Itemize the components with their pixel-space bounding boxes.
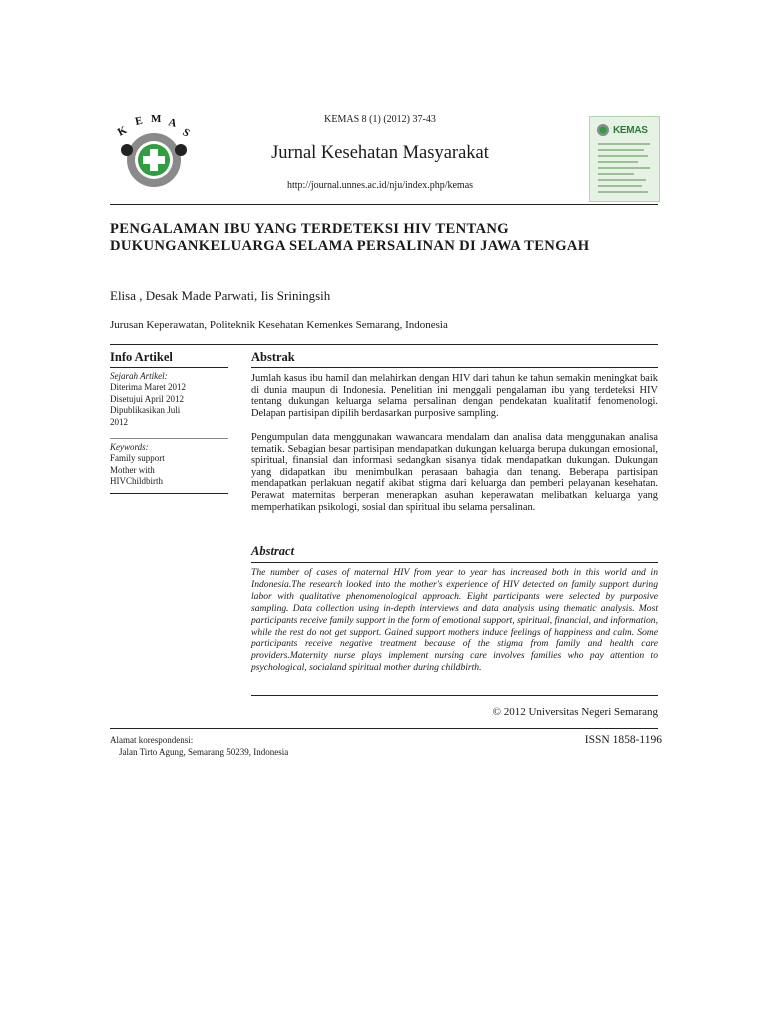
keyword-item: HIVChildbirth: [110, 476, 163, 486]
cover-logo-icon: [596, 123, 610, 137]
abstract-text: The number of cases of maternal HIV from year to year has increased both in this world and in Indonesia.The research looked into the mother's experience of HIV detected on family support during labor with qualitative phenomenological approach. Eight participants were selected by purposive sampling. Data collection using in-depth interviews and data analysis using thematic analysis. Most participants receive family support in the form of emotional support, spiritual, financial, and information, while the rest do not get support. Gained support mothers induce feelings of happiness and calm. Some participants receive negative treatment because of the stigma from family and health care providers.Maternity nurse plays implement nursing care involves families who pay attention to psychological, socialand spiritual mother during childbirth.: [251, 567, 658, 674]
history-item: Dipublikasikan Juli: [110, 405, 181, 415]
keywords-label: Keywords:: [110, 442, 149, 452]
svg-text:A: A: [167, 116, 178, 130]
journal-url[interactable]: http://journal.unnes.ac.id/nju/index.php/kemas: [286, 180, 474, 191]
issn: ISSN 1858-1196: [584, 734, 662, 746]
kemas-logo: [112, 112, 196, 196]
journal-cover-thumbnail: [589, 116, 660, 202]
svg-text:K: K: [115, 124, 129, 139]
info-heading: Info Artikel: [110, 350, 173, 364]
journal-citation: KEMAS 8 (1) (2012) 37-43: [324, 114, 436, 125]
history-item: 2012: [110, 416, 128, 427]
abstract-bottom-divider: [251, 695, 658, 696]
abstrak-paragraph-2: Pengumpulan data menggunakan wawancara mendalam dan analisa data menggunakan analisa tematik. Sebagian besar partisipan mendapatkan dukungan keluarga berupa dukungan emosional, spiritual, finansial dan informasi sedangkan sisanya tidak mendapatkan dukungan. Dukungan yang didapatkan ibu menimbulkan perasaan bahagia dan tenang. Beberapa partisipan mendapatkan perlakuan negatif akibat stigma dari keluarga dan pemberi pelayanan kesehatan. Perawat maternitas berperan menerapkan asuhan keperawatan melibatkan keluarga yang memperhatikan psikologi, sosial dan spiritual ibu selama persalinan.: [251, 432, 658, 513]
keyword-item: Family support: [110, 453, 165, 463]
history-item: Disetujui April 2012: [110, 393, 184, 404]
correspondence-address: Jalan Tirto Agung, Semarang 50239, Indonesia: [119, 747, 289, 757]
authors-rest: , Desak Made Parwati, Iis Sriningsih: [139, 288, 331, 303]
keywords-list: [110, 453, 210, 488]
info-top-divider: [110, 344, 658, 345]
history-item: Diterima Maret 2012: [110, 382, 186, 392]
abstract-heading-underline: [251, 562, 658, 563]
abstract-heading: Abstract: [251, 544, 295, 558]
history-divider: [110, 438, 228, 439]
footer-divider: [110, 728, 658, 729]
journal-title: Jurnal Kesehatan Masyarakat: [271, 143, 489, 163]
header-divider: [110, 204, 658, 205]
abstrak-paragraph-1: Jumlah kasus ibu hamil dan melahirkan dengan HIV dari tahun ke tahun semakin meningkat baik di dunia maupun di Indonesia. Penelitian ini menggali pengalaman ibu yang terdeteksi HIV tentang dukungan keluarga selama persalinan dengan pendekatan kualitatif fenomenologi. Delapan partisipan dipilih berdasarkan purposive sampling.: [251, 373, 658, 419]
info-heading-underline: [110, 367, 228, 368]
history-list: [110, 382, 210, 428]
affiliation: Jurusan Keperawatan, Politeknik Kesehatan Kemenkes Semarang, Indonesia: [110, 319, 448, 331]
svg-text:S: S: [180, 126, 192, 140]
article-title: PENGALAMAN IBU YANG TERDETEKSI HIV TENTANG DUKUNGANKELUARGA SELAMA PERSALINAN DI JAWA TENGAH: [110, 221, 590, 254]
abstrak-heading-underline: [251, 367, 658, 368]
cover-title: KEMAS: [613, 125, 648, 136]
keyword-item: Mother with: [110, 464, 155, 475]
keywords-divider: [110, 493, 228, 494]
svg-text:E: E: [134, 114, 144, 128]
copyright: © 2012 Universitas Negeri Semarang: [492, 706, 658, 718]
svg-text:M: M: [151, 113, 162, 125]
abstrak-heading: Abstrak: [251, 350, 295, 364]
author-first: Elisa: [110, 288, 136, 303]
correspondence: [110, 734, 288, 758]
correspondence-label: Alamat korespondensi:: [110, 735, 194, 745]
authors: [110, 288, 330, 304]
history-label: Sejarah Artikel:: [110, 371, 168, 381]
